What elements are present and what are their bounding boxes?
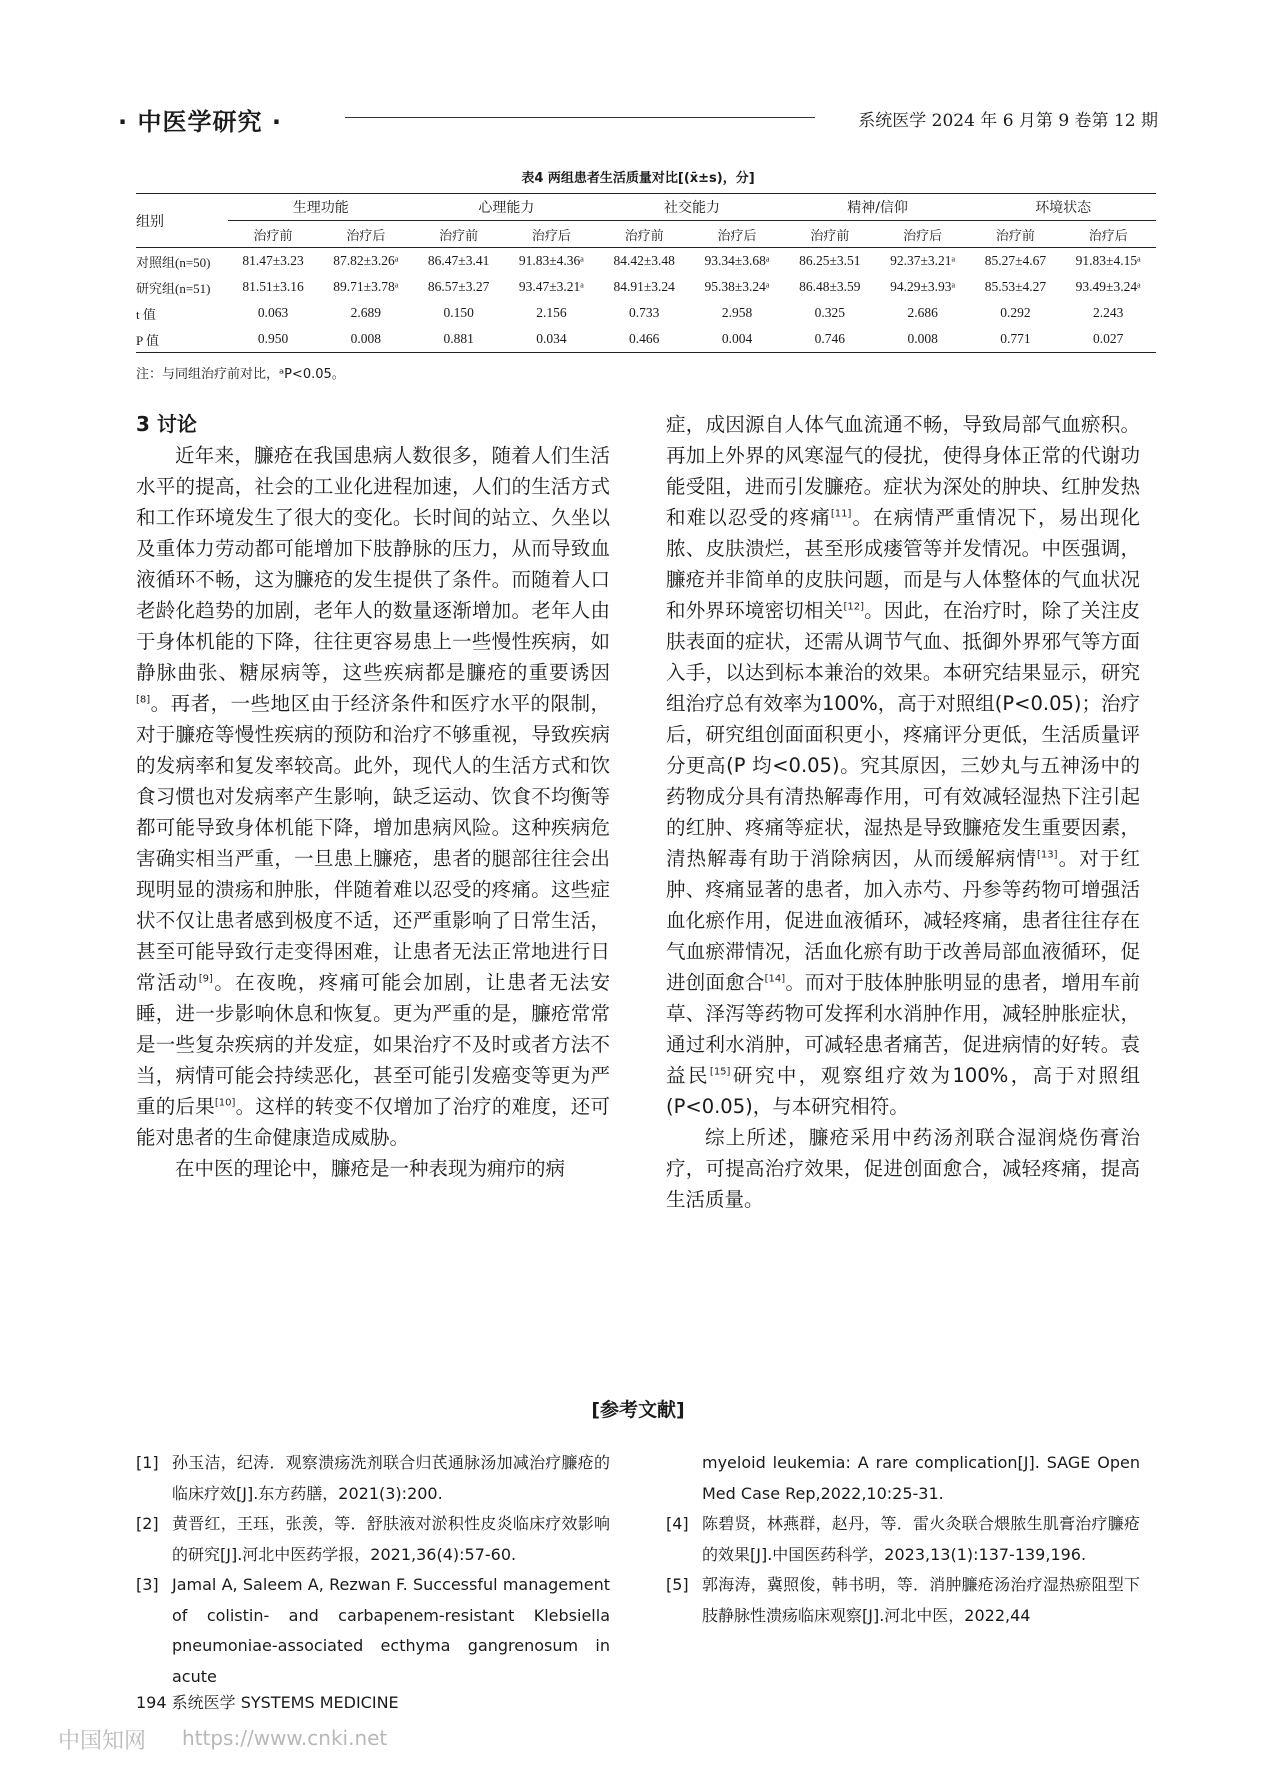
table-cell: 86.25±3.51 (799, 253, 861, 268)
references-left (136, 1448, 610, 1692)
table-cell: 0.325 (814, 305, 846, 320)
table-cell: 95.38±3.24ᵃ (704, 279, 770, 294)
table-row (136, 300, 1156, 326)
table-cell: 84.91±3.24 (613, 279, 675, 294)
row-label: 对照组(n=50) (136, 254, 211, 270)
table-row (136, 248, 1156, 275)
sub-header-before: 治疗前 (228, 221, 318, 248)
group-header: 心理能力 (414, 194, 600, 221)
reference-number: [3] (136, 1575, 159, 1594)
references-heading: [参考文献] (591, 1399, 685, 1421)
reference-item (136, 1448, 610, 1509)
row-label: 研究组(n=51) (136, 280, 211, 296)
sub-header-after: 治疗后 (504, 221, 600, 248)
table-cell: 93.49±3.24ᵃ (1075, 279, 1141, 294)
table-cell: 2.958 (721, 305, 753, 320)
sub-header-after: 治疗后 (875, 221, 971, 248)
table-cell: 2.156 (536, 305, 567, 320)
table-cell: 0.733 (629, 305, 660, 320)
row-label: P 值 (136, 326, 228, 353)
section-title: · 中医学研究 · (118, 108, 282, 136)
table-cell: 0.292 (1000, 305, 1031, 320)
citation-marker: [14] (764, 973, 786, 985)
header-rule (345, 117, 815, 118)
table-cell: 0.950 (228, 326, 318, 353)
cnki-watermark: 中国知网 (58, 1729, 147, 1754)
table-cell: 0.466 (599, 326, 689, 353)
table-cell: 86.57±3.27 (427, 279, 490, 294)
table-row (136, 326, 1156, 353)
table-cell: 2.689 (350, 305, 382, 320)
table-cell: 0.150 (443, 305, 474, 320)
citation-marker: [12] (843, 601, 864, 613)
reference-item (136, 1509, 610, 1570)
citation-marker: [8] (136, 694, 151, 706)
reference-number: [1] (136, 1453, 159, 1472)
reference-text: 黄晋红，王珏，张羡，等．舒肤液对淤积性皮炎临床疗效影响的研究[J].河北中医药学报，2021,36(4):57-60. (172, 1514, 610, 1564)
table-note: 注：与同组治疗前对比，ᵃP<0.05。 (136, 367, 345, 382)
cnki-watermark-url: https://www.cnki.net (182, 1726, 388, 1750)
table-cell: 94.29±3.93ᵃ (890, 279, 956, 294)
row-header: 组别 (136, 194, 228, 248)
table-cell: 93.34±3.68ᵃ (704, 253, 770, 268)
table-cell: 92.37±3.21ᵃ (890, 253, 956, 268)
body-paragraph: 在中医的理论中，臁疮是一种表现为痈疖的病 (175, 1157, 566, 1180)
group-header: 生理功能 (228, 194, 414, 221)
table-cell: 91.83±4.36ᵃ (518, 253, 584, 268)
table-row (136, 274, 1156, 300)
citation-marker: [15] (709, 1066, 731, 1078)
table-cell: 89.71±3.78ᵃ (333, 279, 399, 294)
reference-number: [2] (136, 1514, 159, 1533)
table-caption: 表4 两组患者生活质量对比[(x̄±s)，分] (521, 171, 755, 186)
right-column (666, 409, 1140, 1215)
table-cell: 0.881 (414, 326, 504, 353)
reference-item (666, 1509, 1140, 1570)
journal-issue: 系统医学 2024 年 6 月第 9 卷第 12 期 (858, 111, 1158, 131)
sub-header-after: 治疗后 (318, 221, 414, 248)
references-right (666, 1448, 1140, 1631)
table-cell: 85.27±4.67 (984, 253, 1047, 268)
citation-marker: [9] (198, 973, 213, 985)
sub-header-before: 治疗前 (599, 221, 689, 248)
page-footer: 194 系统医学 SYSTEMS MEDICINE (136, 1693, 399, 1712)
reference-text: Jamal A, Saleem A, Rezwan F. Successful management of colistin- and carbapenem-resistant Klebsiella pneumoniae-associated ecthyma gangrenosum in acute (172, 1575, 610, 1686)
quality-of-life-table (136, 193, 1156, 353)
reference-text: 郭海涛，冀照俊，韩书明，等．消肿臁疮汤治疗湿热瘀阻型下肢静脉性溃疡临床观察[J].河北中医，2022,44 (702, 1575, 1140, 1625)
citation-marker: [11] (830, 508, 852, 520)
sub-header-before: 治疗前 (785, 221, 875, 248)
table-cell: 91.83±4.15ᵃ (1075, 253, 1141, 268)
table-cell: 86.47±3.41 (427, 253, 490, 268)
table-cell: 0.063 (257, 305, 289, 320)
reference-number: [5] (666, 1575, 689, 1594)
group-header: 精神/信仰 (785, 194, 971, 221)
table-cell: 0.008 (318, 326, 414, 353)
citation-marker: [10] (214, 1097, 236, 1109)
table-cell: 85.53±4.27 (984, 279, 1047, 294)
reference-continuation: myeloid leukemia: A rare complication[J]. SAGE Open Med Case Rep,2022,10:25-31. (702, 1453, 1140, 1503)
sub-header-before: 治疗前 (414, 221, 504, 248)
citation-marker: [13] (1037, 849, 1058, 861)
row-label: t 值 (136, 306, 156, 322)
group-header: 环境状态 (970, 194, 1156, 221)
table-cell: 2.243 (1093, 305, 1124, 320)
sub-header-before: 治疗前 (970, 221, 1060, 248)
group-header: 社交能力 (599, 194, 785, 221)
reference-item (136, 1570, 610, 1692)
table-cell: 0.004 (689, 326, 785, 353)
table-cell: 86.48±3.59 (799, 279, 861, 294)
table-cell: 81.47±3.23 (242, 253, 304, 268)
table-cell: 87.82±3.26ᵃ (333, 253, 399, 268)
reference-text: 陈碧贤，林燕群，赵丹，等．雷火灸联合煨脓生肌膏治疗臁疮的效果[J].中国医药科学，2023,13(1):137-139,196. (702, 1514, 1140, 1564)
table-cell: 81.51±3.16 (242, 279, 304, 294)
discussion-heading: 3 讨论 (136, 412, 197, 436)
table-cell: 0.034 (504, 326, 600, 353)
table-cell: 0.746 (785, 326, 875, 353)
table-cell: 93.47±3.21ᵃ (518, 279, 584, 294)
sub-header-after: 治疗后 (1060, 221, 1156, 248)
body-paragraph: 近年来，臁疮在我国患病人数很多，随着人们生活水平的提高，社会的工业化进程加速，人们的生活方式和工作环境发生了很大的变化。长时间的站立、久坐以及重体力劳动都可能增加下肢静脉的压力，从而导致血液循环不畅，这为臁疮的发生提供了条件。而随着人口老龄化趋势的加剧，老年人的数量逐渐增加。老年人由于身体机能的下降，往往更容易患上一些慢性疾病，如静脉曲张、糖尿病等，这些疾病都是臁疮的重要诱因[8]。再者，一些地区由于经济条件和医疗水平的限制，对于臁疮等慢性疾病的预防和治疗不够重视，导致疾病的发病率和复发率较高。此外，现代人的生活方式和饮食习惯也对发病率产生影响，缺乏运动、饮食不均衡等都可能导致身体机能下降，增加患病风险。这种疾病危害确实相当严重，一旦患上臁疮，患者的腿部往往会出现明显的溃疡和肿胀，伴随着难以忍受的疼痛。这些症状不仅让患者感到极度不适，还严重影响了日常生活，甚至可能导致行走变得困难，让患者无法正常地进行日常活动[9]。在夜晚，疼痛可能会加剧，让患者无法安睡，进一步影响休息和恢复。更为严重的是，臁疮常常是一些复杂疾病的并发症，如果治疗不及时或者方法不当，病情可能会持续恶化，甚至可能引发癌变等更为严重的后果[10]。这样的转变不仅增加了治疗的难度，还可能对患者的生命健康造成威胁。 (136, 444, 610, 1149)
reference-number: [4] (666, 1514, 689, 1533)
body-paragraph: 症，成因源自人体气血流通不畅，导致局部气血瘀积。再加上外界的风寒湿气的侵扰，使得身体正常的代谢功能受阻，进而引发臁疮。症状为深处的肿块、红肿发热和难以忍受的疼痛[11]。在病情严重情况下，易出现化脓、皮肤溃烂，甚至形成瘘管等并发情况。中医强调，臁疮并非简单的皮肤问题，而是与人体整体的气血状况和外界环境密切相关[12]。因此，在治疗时，除了关注皮肤表面的症状，还需从调节气血、抵御外界邪气等方面入手，以达到标本兼治的效果。本研究结果显示，研究组治疗总有效率为100%，高于对照组(P<0.05)；治疗后，研究组创面面积更小，疼痛评分更低，生活质量评分更高(P 均<0.05)。究其原因，三妙丸与五神汤中的药物成分具有清热解毒作用，可有效减轻湿热下注引起的红肿、疼痛等症状，湿热是导致臁疮发生重要因素，清热解毒有助于消除病因，从而缓解病情[13]。对于红肿、疼痛显著的患者，加入赤芍、丹参等药物可增强活血化瘀作用，促进血液循环，减轻疼痛，患者往往存在气血瘀滞情况，活血化瘀有助于改善局部血液循环，促进创面愈合[14]。而对于肢体肿胀明显的患者，增用车前草、泽泻等药物可发挥利水消肿作用，减轻肿胀症状，通过利水消肿，可减轻患者痛苦，促进病情的好转。袁益民[15]研究中，观察组疗效为100%，高于对照组(P<0.05)，与本研究相符。 (666, 413, 1140, 1118)
reference-item (666, 1570, 1140, 1631)
reference-text: 孙玉洁，纪涛．观察溃疡洗剂联合归芪通脉汤加减治疗臁疮的临床疗效[J].东方药膳，2021(3):200. (172, 1453, 610, 1503)
table-cell: 2.686 (907, 305, 938, 320)
table-cell: 0.771 (970, 326, 1060, 353)
body-paragraph: 综上所述，臁疮采用中药汤剂联合湿润烧伤膏治疗，可提高治疗效果，促进创面愈合，减轻疼痛，提高生活质量。 (666, 1126, 1140, 1211)
sub-header-after: 治疗后 (689, 221, 785, 248)
table-cell: 84.42±3.48 (613, 253, 675, 268)
table-cell: 0.027 (1060, 326, 1156, 353)
left-column (136, 409, 610, 1184)
table-cell: 0.008 (875, 326, 971, 353)
